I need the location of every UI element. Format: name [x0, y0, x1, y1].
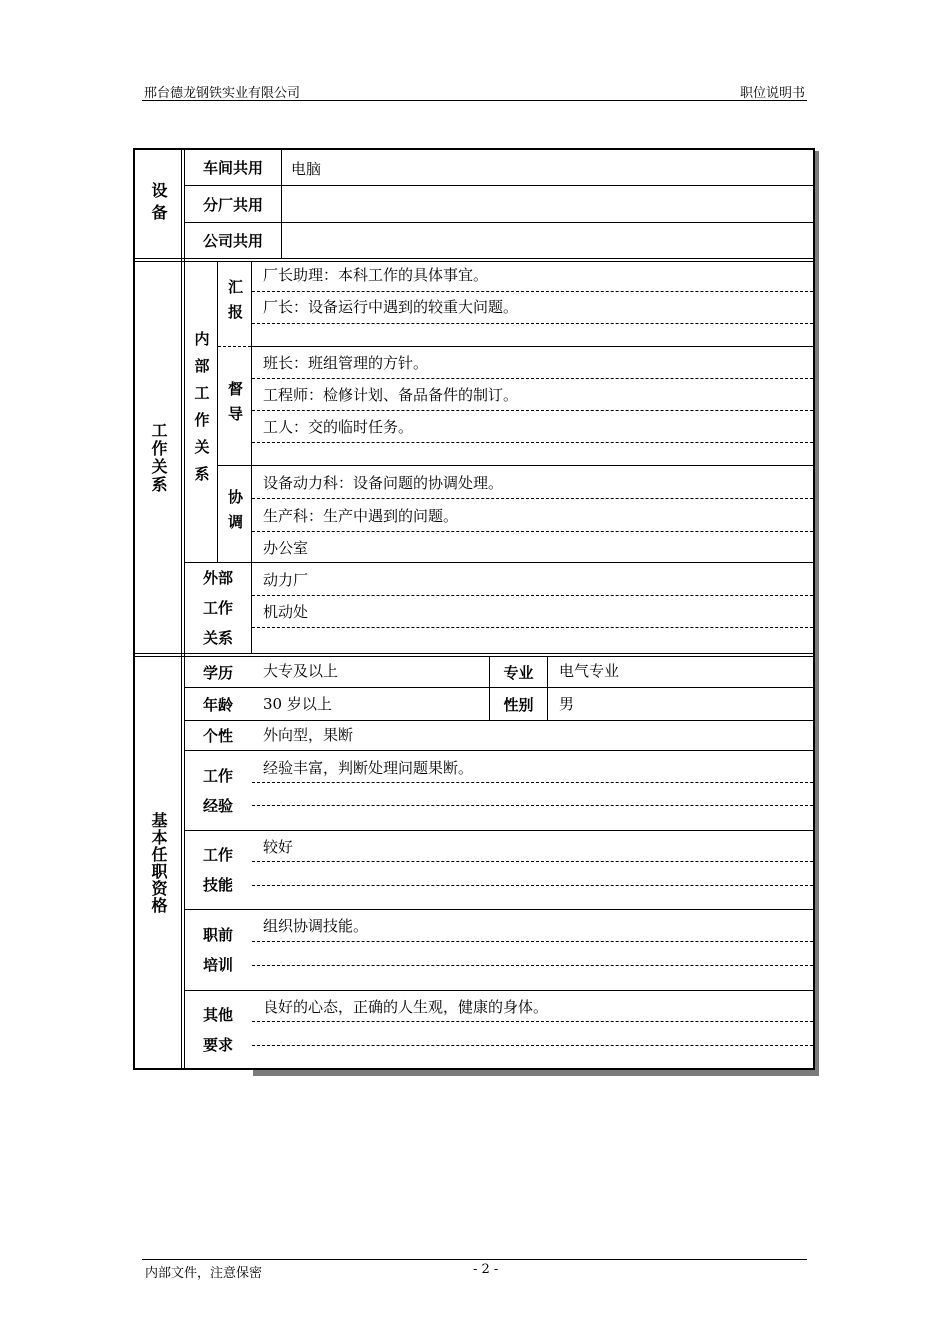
report-item-2: 厂长：设备运行中遇到的较重大问题。 [263, 298, 519, 316]
age-value: 30 岁以上 [263, 695, 332, 713]
gender-value: 男 [559, 695, 575, 713]
equipment-section-label [135, 150, 181, 258]
external-item-2: 机动处 [263, 603, 309, 621]
other-label-line-1: 其他 [202, 1005, 233, 1024]
report-item-1: 厂长助理：本科工作的具体事宜。 [263, 266, 489, 284]
table-shadow [253, 1070, 819, 1076]
experience-label-line-1: 工作 [202, 766, 233, 785]
training-label-line-1: 职前 [202, 926, 233, 944]
other-requirements-label [185, 991, 251, 1068]
training-label [185, 910, 251, 990]
personality-label: 个性 [202, 727, 233, 745]
supervise-item-2: 工程师：检修计划、备品备件的制订。 [263, 386, 519, 404]
experience-value: 经验丰富，判断处理问题果断。 [263, 759, 474, 777]
coordinate-label [218, 466, 251, 562]
company-name: 邢台德龙钢铁实业有限公司 [144, 86, 301, 101]
external-item-1: 动力厂 [263, 571, 309, 589]
external-label-line-3: 关系 [202, 629, 233, 647]
job-description-table [133, 148, 815, 1070]
education-value: 大专及以上 [263, 662, 339, 680]
age-label: 年龄 [202, 695, 233, 714]
external-label-line-2: 工作 [202, 599, 233, 617]
training-value: 组织协调技能。 [263, 917, 369, 935]
branch-shared-label: 分厂共用 [202, 195, 263, 214]
company-shared-label: 公司共用 [202, 232, 263, 250]
skills-label [185, 831, 251, 909]
external-relations-label [185, 563, 251, 653]
qualifications-title: 基本任职资格 [149, 811, 168, 914]
workshop-shared-label: 车间共用 [202, 159, 263, 177]
work-relations-section-label [135, 262, 181, 653]
equipment-title: 设备 [149, 182, 168, 226]
page-header [142, 82, 807, 101]
other-label-line-2: 要求 [202, 1035, 233, 1054]
personality-value: 外向型，果断 [263, 726, 354, 744]
report-label [218, 262, 251, 346]
coordinate-text: 协调 [226, 489, 244, 539]
qualifications-section-label [135, 657, 181, 1068]
footer-confidential-note: 内部文件，注意保密 [145, 1266, 263, 1281]
major-label: 专业 [503, 663, 534, 682]
supervise-item-3: 工人：交的临时任务。 [263, 418, 414, 436]
workshop-shared-value: 电脑 [291, 160, 322, 178]
report-text: 汇报 [226, 279, 244, 329]
gender-label: 性别 [503, 695, 534, 714]
skills-label-line-2: 技能 [202, 876, 233, 894]
major-value: 电气专业 [559, 662, 620, 680]
document-title: 职位说明书 [739, 86, 805, 101]
internal-relations-label [185, 262, 217, 562]
footer-rule [142, 1259, 807, 1260]
supervise-item-1: 班长：班组管理的方针。 [263, 354, 429, 372]
supervise-text: 督导 [226, 381, 244, 431]
page-number: - 2 - [473, 1262, 499, 1277]
experience-label [185, 751, 251, 830]
coordinate-item-2: 生产科：生产中遇到的问题。 [263, 507, 459, 525]
other-requirements-value: 良好的心态，正确的人生观，健康的身体。 [263, 998, 549, 1016]
coordinate-item-1: 设备动力科：设备问题的协调处理。 [263, 474, 504, 492]
coordinate-item-3: 办公室 [263, 539, 309, 557]
external-label-line-1: 外部 [202, 569, 233, 587]
skills-value: 较好 [263, 838, 294, 856]
experience-label-line-2: 经验 [202, 796, 233, 815]
supervise-label [218, 347, 251, 465]
skills-label-line-1: 工作 [202, 846, 233, 864]
work-relations-title: 工作关系 [149, 421, 168, 494]
internal-relations-text: 内部工作关系 [192, 331, 211, 493]
education-label: 学历 [202, 663, 233, 682]
training-label-line-2: 培训 [202, 956, 233, 974]
